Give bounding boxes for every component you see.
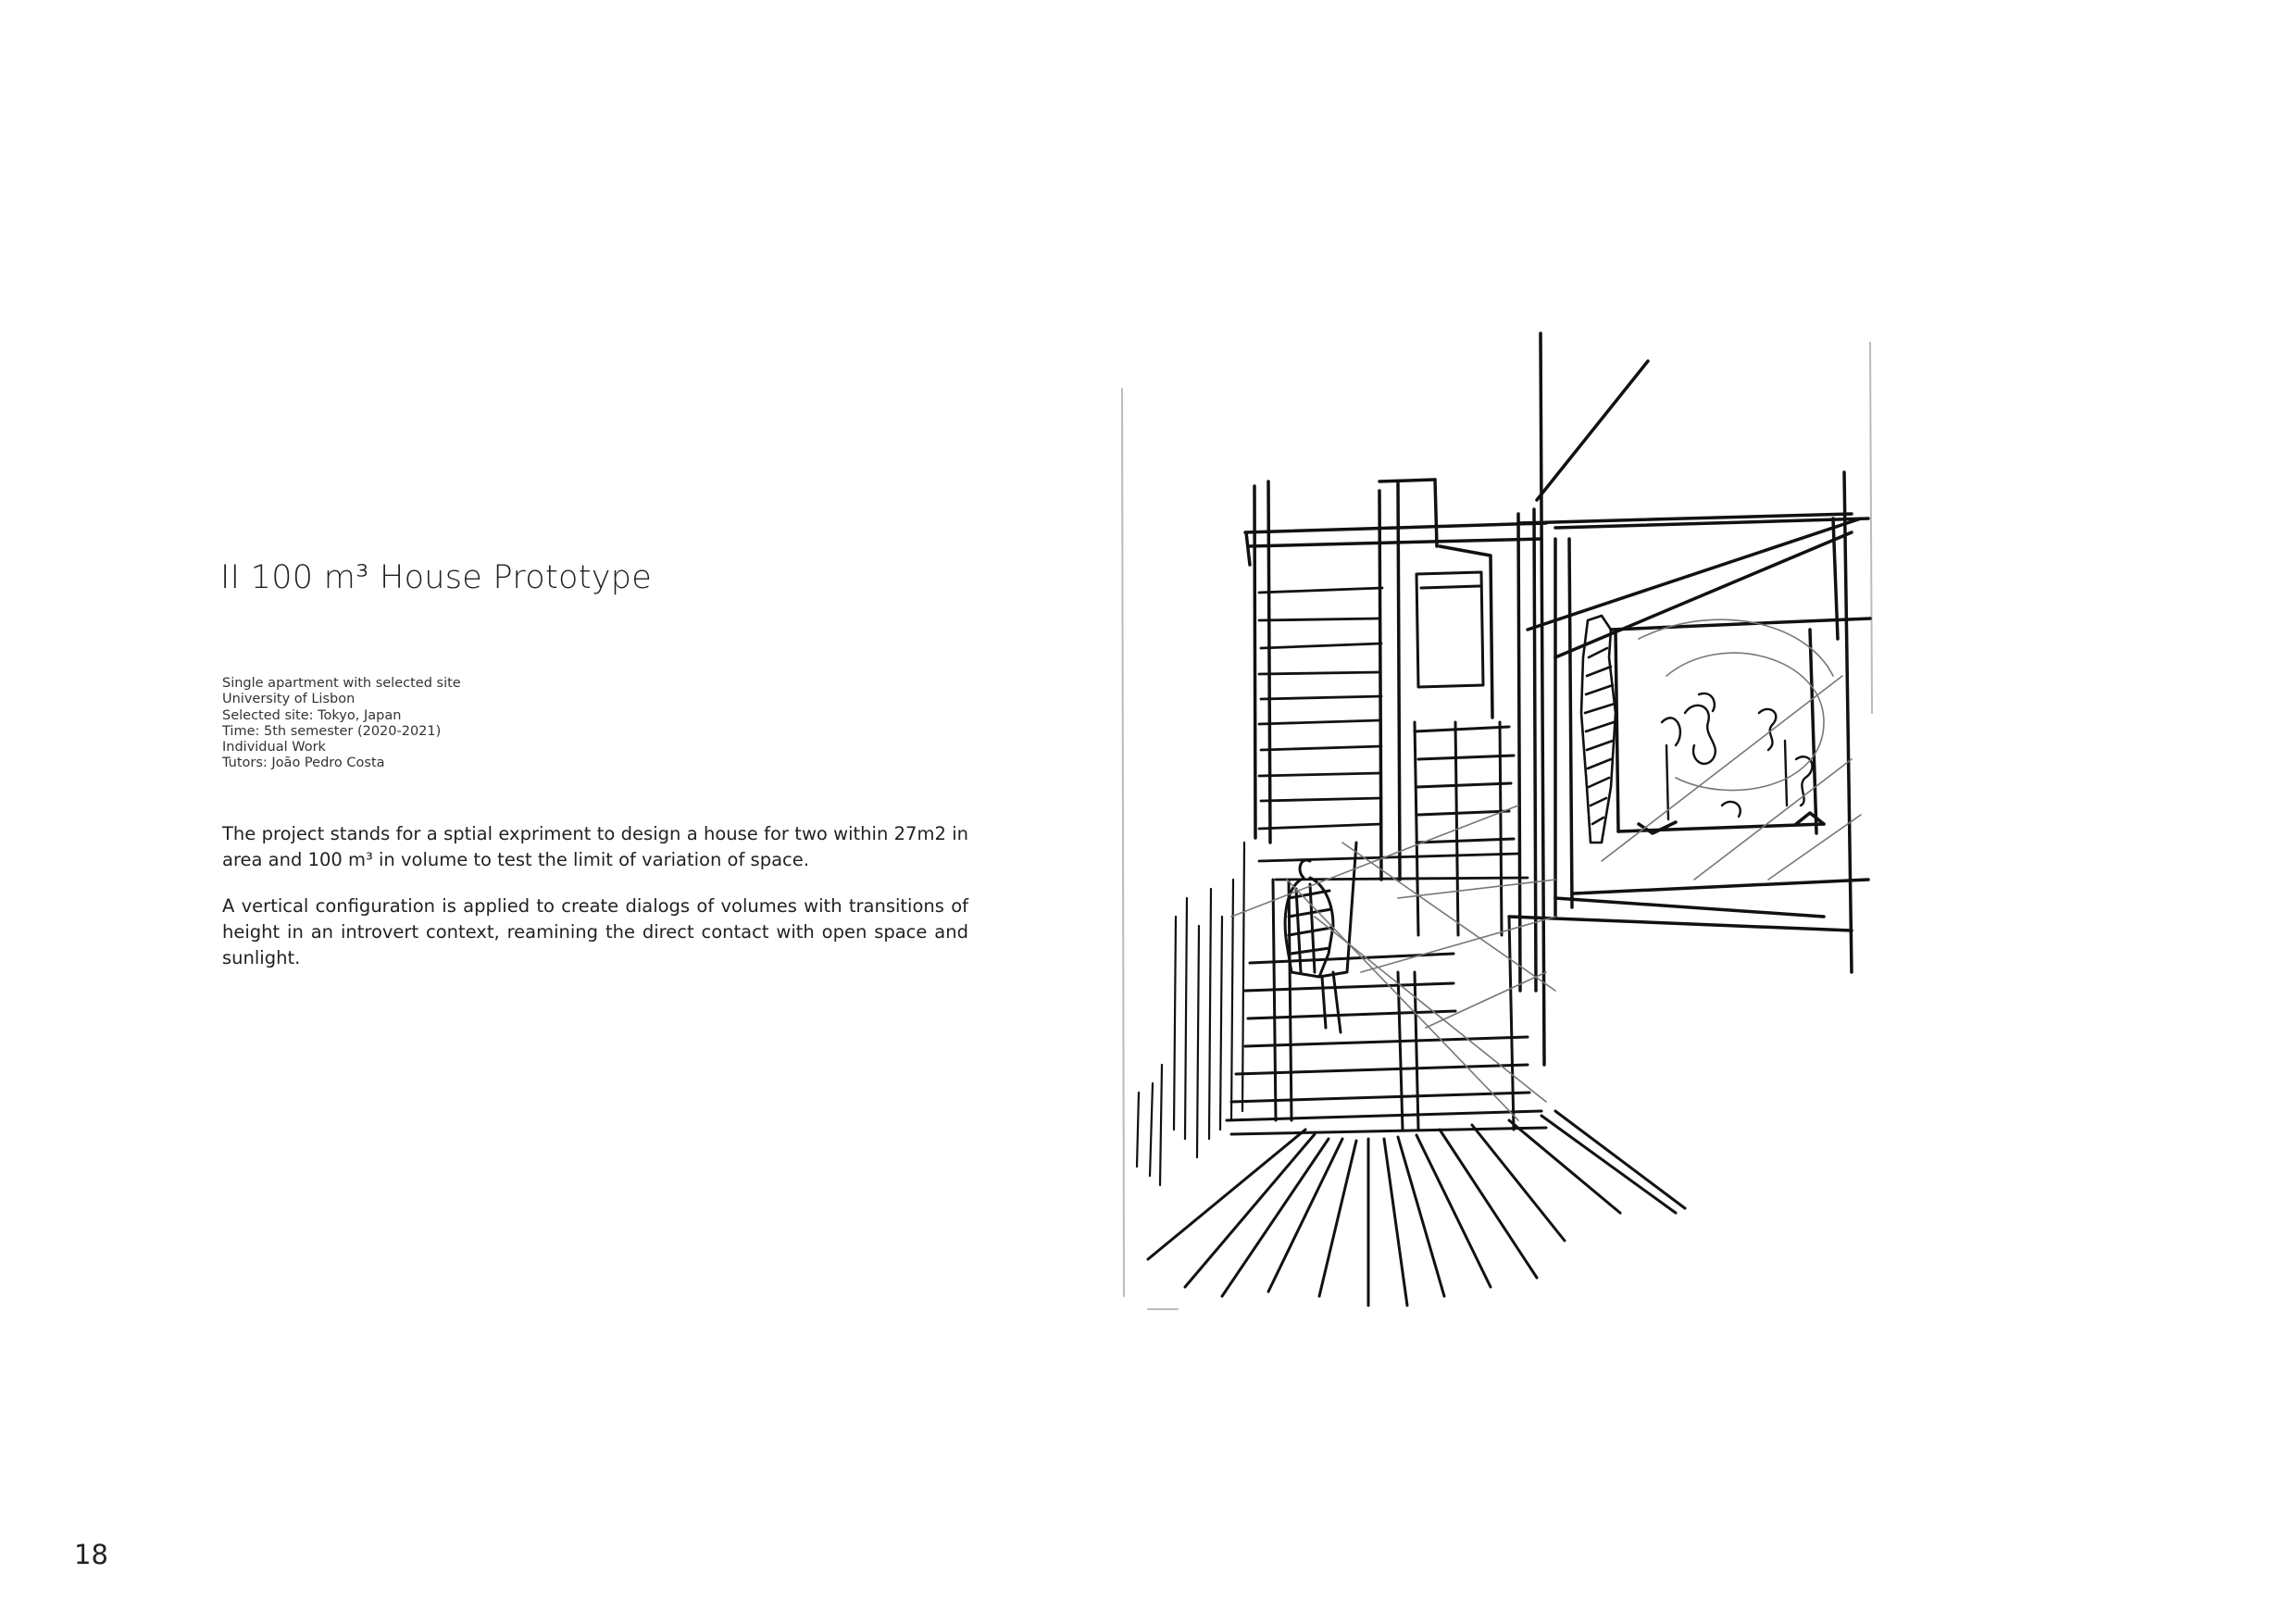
meta-line: Tutors: João Pedro Costa (222, 756, 385, 771)
meta-line: Time: 5th semester (2020-2021) (222, 723, 442, 739)
project-description-paragraph: The project stands for a sptial expriment to design a house for two within 27m2 in area and 100 m³ in volume to test the limit of variation of space. (222, 823, 968, 870)
sketch-drawing (1120, 324, 1889, 1324)
meta-line: Individual Work (222, 740, 326, 756)
page-number: 18 (74, 1539, 108, 1570)
project-title: II 100 m³ House Prototype (220, 559, 653, 596)
project-meta-list (222, 676, 461, 772)
interior-sketch-image (1120, 324, 1889, 1324)
meta-line: Selected site: Tokyo, Japan (222, 707, 402, 723)
meta-line: Single apartment with selected site (222, 676, 461, 691)
meta-line: University of Lisbon (222, 692, 356, 707)
project-concept-paragraph: A vertical configuration is applied to create dialogs of volumes with transitions of height in an introvert context, reamining the direct contact with open space and sunlight. (222, 895, 968, 968)
